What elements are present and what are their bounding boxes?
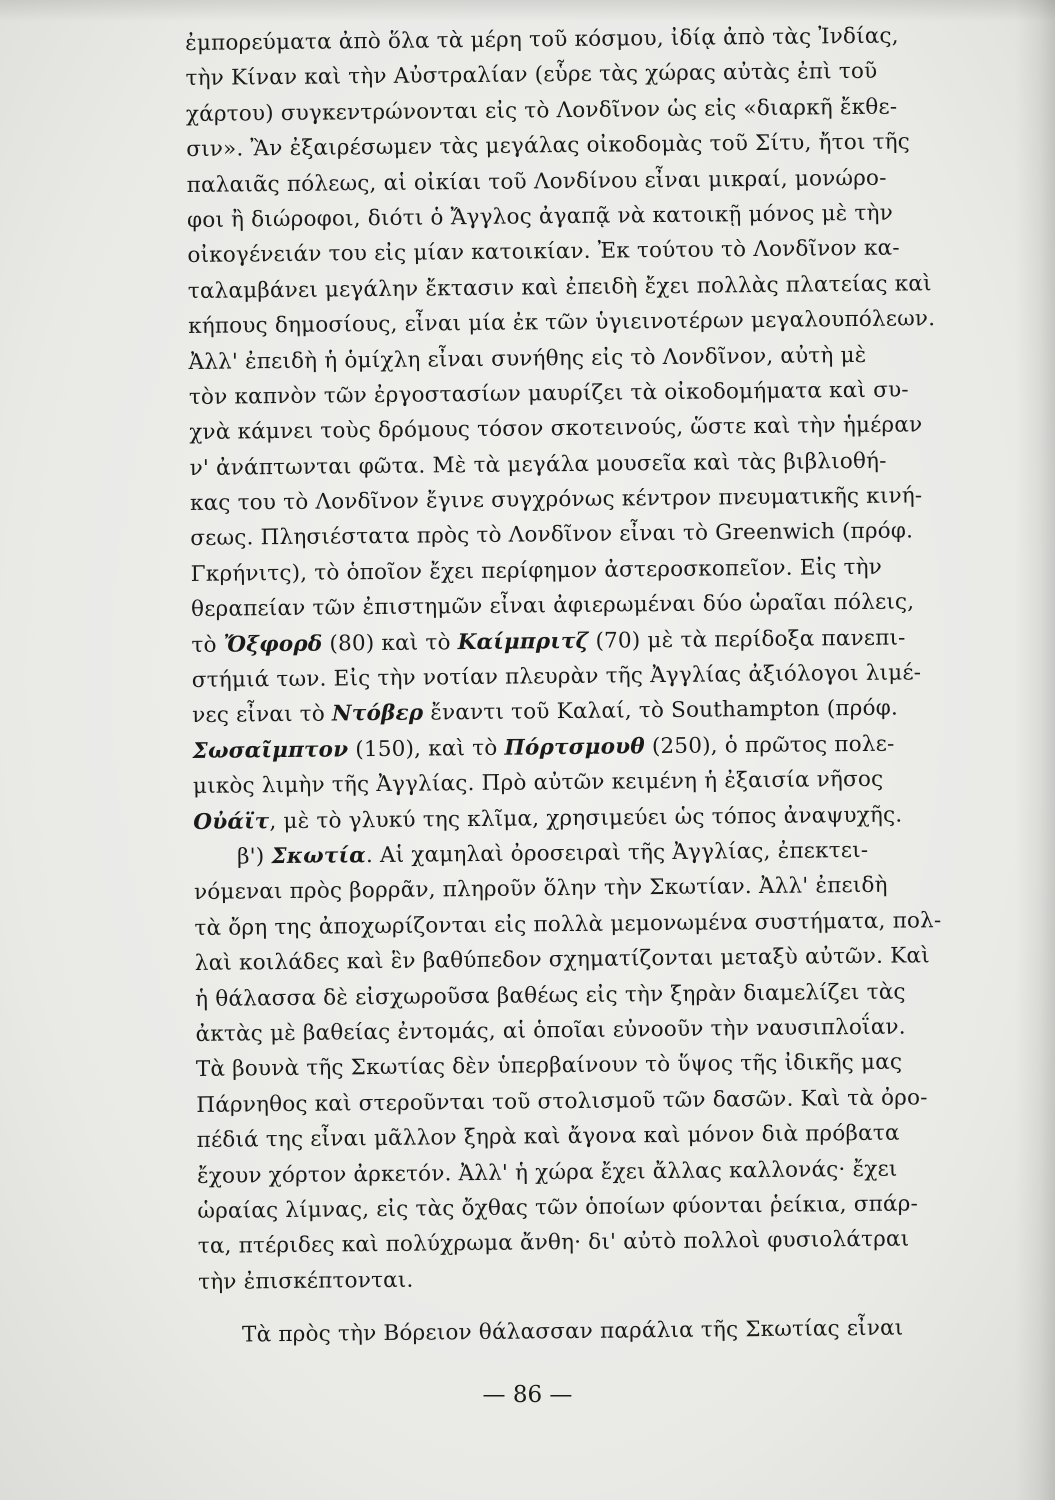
text-line: τὸ Ὄξφορδ (80) καὶ τὸ Καίμπριτζ (70) μὲ τὰ περίδοξα πανεπι- [191,625,906,658]
text-line: σεως. Πλησιέστατα πρὸς τὸ Λονδῖνον εἶναι τὸ Greenwich (πρόφ. [190,518,914,552]
emphasized-place-name: Σκωτία [271,843,367,870]
text-line: ἔχουν χόρτον ἀρκετόν. Ἀλλ' ἡ χώρα ἔχει ἄλλας καλλονάς· ἔχει [196,1156,898,1189]
emphasized-place-name: Πόρτσμουθ [504,734,645,761]
text-line: ἀκτὰς μὲ βαθείας ἐντομάς, αἱ ὁποῖαι εὐνοοῦν τὴν ναυσιπλοΐαν. [195,1014,906,1047]
text-line: πέδιά της εἶναι μᾶλλον ξηρὰ καὶ ἄγονα καὶ μόνον διὰ πρόβατα [196,1120,900,1154]
text-line: ἐμπορεύματα ἀπὸ ὅλα τὰ μέρη τοῦ κόσμου, ἰδίᾳ ἀπὸ τὰς Ἰνδίας, [185,23,899,56]
text-line: τα, πτέριδες καὶ πολύχρωμα ἄνθη· δι' αὐτὸ πολλοὶ φυσιολάτραι [197,1226,910,1260]
text-line: ν' ἀνάπτωνται φῶτα. Μὲ τὰ μεγάλα μουσεῖα καὶ τὰς βιβλιοθή- [189,448,887,481]
page-number: — 86 — [482,1382,573,1408]
text-line: νόμεναι πρὸς βορρᾶν, πληροῦν ὅλην τὴν Σκωτίαν. Ἀλλ' ἐπειδὴ [193,873,888,906]
binding-shadow [1015,0,1055,1500]
text-line: τὸν καπνὸν τῶν ἐργοστασίων μαυρίζει τὰ οἰκοδομήματα καὶ συ- [188,377,909,410]
text-line: Πάρνηθος καὶ στεροῦνται τοῦ στολισμοῦ τῶν δασῶν. Καὶ τὰ ὀρο- [196,1085,928,1118]
text-line: Γκρήνιτς), τὸ ὁποῖον ἔχει περίφημον ἀστεροσκοπεῖον. Εἰς τὴν [190,554,883,587]
emphasized-place-name: Ὄξφορδ [223,631,323,658]
text-line: Σωσαῖμπτον (150), καὶ τὸ Πόρτσμουθ (250), ὁ πρῶτος πολε- [192,731,895,764]
text-line: φοι ἢ διώροφοι, διότι ὁ Ἄγγλος ἀγαπᾷ νὰ κατοικῇ μόνος μὲ τὴν [186,200,894,233]
text-line: Τὰ πρὸς τὴν Βόρειον θάλασσαν παράλια τῆς Σκωτίας εἶναι [198,1315,904,1348]
text-line: Οὐάϊτ, μὲ τὸ γλυκύ της κλῖμα, χρησιμεύει ὡς τόπος ἀναψυχῆς. [193,802,903,835]
text-line: σιν». Ἂν ἐξαιρέσωμεν τὰς μεγάλας οἰκοδομὰς τοῦ Σίτυ, ἤτοι τῆς [186,129,911,163]
text-line: χάρτου) συγκεντρώνονται εἰς τὸ Λονδῖνον ὡς εἰς «διαρκῆ ἔκθε- [185,94,898,127]
text-line: τὴν Κίναν καὶ τὴν Αὐστραλίαν (εὗρε τὰς χώρας αὐτὰς ἐπὶ τοῦ [185,59,878,92]
emphasized-place-name: Σωσαῖμπτον [192,737,349,764]
text-line: μικὸς λιμὴν τῆς Ἀγγλίας. Πρὸ αὐτῶν κειμένη ἡ ἐξαισία νῆσος [192,766,884,800]
emphasized-place-name: Ντόβερ [331,700,424,727]
text-line: Τὰ βουνὰ τῆς Σκωτίας δὲν ὑπερβαίνουν τὸ ὕψος τῆς ἰδικῆς μας [195,1049,903,1083]
text-line: παλαιᾶς πόλεως, αἱ οἰκίαι τοῦ Λονδίνου εἶναι μικραί, μονώρο- [186,165,887,198]
text-line: ὡραίας λίμνας, εἰς τὰς ὄχθας τῶν ὁποίων φύονται ῥείκια, σπάρ- [197,1191,919,1224]
text-line: νες εἶναι τὸ Ντόβερ ἔναντι τοῦ Καλαί, τὸ Southampton (πρόφ. [192,695,899,729]
text-line: κας του τὸ Λονδῖνον ἔγινε συγχρόνως κέντρον πνευματικῆς κινή- [189,483,923,517]
emphasized-place-name: Καίμπριτζ [457,628,589,655]
text-line: ἡ θάλασσα δὲ εἰσχωροῦσα βαθέως εἰς τὴν ξηρὰν διαμελίζει τὰς [195,979,906,1012]
text-line: κήπους δημοσίους, εἶναι μία ἐκ τῶν ὑγιεινοτέρων μεγαλουπόλεων. [188,306,936,340]
text-line: ταλαμβάνει μεγάλην ἔκτασιν καὶ ἐπειδὴ ἔχει πολλὰς πλατείας καὶ [187,270,932,304]
emphasized-place-name: Οὐάϊτ [193,808,270,835]
text-line: τὴν ἐπισκέπτονται. [198,1267,414,1295]
body-text [185,18,999,1354]
text-line: τὰ ὄρη της ἀποχωρίζονται εἰς πολλὰ μεμονωμένα συστήματα, πολ- [194,907,942,941]
text-line: β') Σκωτία. Αἱ χαμηλαὶ ὀροσειραὶ τῆς Ἀγγλίας, ἐπεκτει- [193,837,869,870]
text-line: Ἀλλ' ἐπειδὴ ἡ ὁμίχλη εἶναι συνήθης εἰς τὸ Λονδῖνον, αὐτὴ μὲ [188,342,867,375]
text-line: λαὶ κοιλάδες καὶ ἓν βαθύπεδον σχηματίζονται μεταξὺ αὐτῶν. Καὶ [194,943,930,977]
text-line: χνὰ κάμνει τοὺς δρόμους τόσον σκοτεινούς, ὥστε καὶ τὴν ἡμέραν [189,412,923,446]
text-line: οἰκογένειάν του εἰς μίαν κατοικίαν. Ἐκ τούτου τὸ Λονδῖνον κα- [187,235,900,269]
text-line: στήμιά των. Εἰς τὴν νοτίαν πλευρὰν τῆς Ἀγγλίας ἀξιόλογοι λιμέ- [191,660,922,693]
text-line: θεραπείαν τῶν ἐπιστημῶν εἶναι ἀφιερωμέναι δύο ὡραῖαι πόλεις, [190,589,915,623]
